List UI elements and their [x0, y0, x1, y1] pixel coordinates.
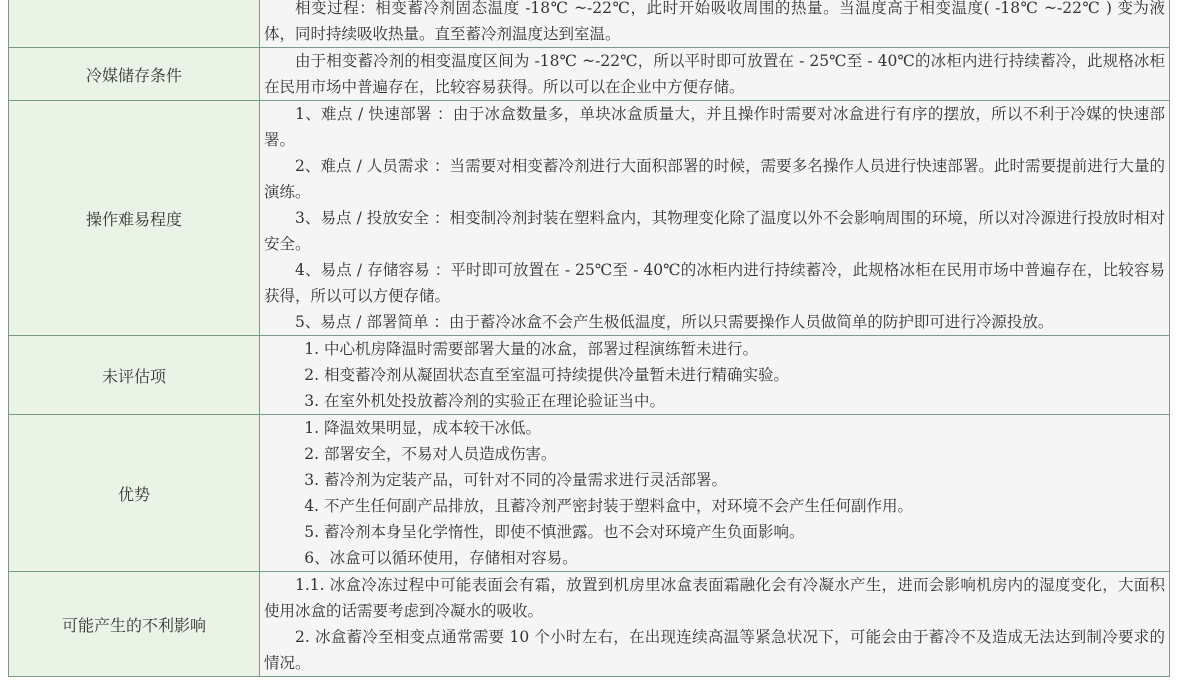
row-label: 优势 — [9, 415, 260, 572]
paragraph: 1、难点 / 快速部署 ：由于冰盒数量多，单块冰盒质量大，并且操作时需要对冰盒进行有序的摆放，所以不利于冷媒的快速部署。 — [264, 105, 1165, 149]
row-content — [260, 0, 1170, 48]
row-label: 冷媒储存条件 — [9, 48, 260, 101]
row-storage-conditions — [9, 48, 1170, 101]
list-item: 4. 不产生任何副产品排放，且蓄冷剂严密封装于塑料盒中，对环境不会产生任何副作用。 — [304, 497, 914, 515]
paragraph: 由于相变蓄冷剂的相变温度区间为 -18℃ ~-22℃，所以平时即可放置在 - 25℃至 - 40℃的冰柜内进行持续蓄冷，此规格冰柜在民用市场中普遍存在，比较容易获得。所以可以在企业中方便存储。 — [264, 52, 1165, 96]
row-content — [260, 572, 1170, 677]
paragraph: 2. 冰盒蓄冷至相变点通常需要 10 个小时左右，在出现连续高温等紧急状况下，可能会由于蓄冷不及造成无法达到制冷要求的情况。 — [264, 628, 1165, 672]
paragraph: 2、难点 / 人员需求 ：当需要对相变蓄冷剂进行大面积部署的时候，需要多名操作人员进行快速部署。此时需要提前进行大量的演练。 — [264, 157, 1165, 201]
row-content — [260, 415, 1170, 572]
paragraph: 相变过程：相变蓄冷剂固态温度 -18℃ ~-22℃，此时开始吸收周围的热量。当温度高于相变温度( -18℃ ~-22℃ ) 变为液体，同时持续吸收热量。直至蓄冷剂温度达到室温。 — [264, 0, 1165, 43]
spec-table — [8, 0, 1170, 677]
list-item: 6、冰盒可以循环使用，存储相对容易。 — [304, 549, 578, 567]
row-content — [260, 48, 1170, 101]
row-label: 操作难易程度 — [9, 101, 260, 336]
list-item: 2. 相变蓄冷剂从凝固状态直至室温可持续提供冷量暂未进行精确实验。 — [304, 366, 790, 384]
row-operation-difficulty — [9, 101, 1170, 336]
row-content — [260, 101, 1170, 336]
paragraph: 5、易点 / 部署简单 ：由于蓄冷冰盒不会产生极低温度，所以只需要操作人员做简单的防护即可进行冷源投放。 — [295, 313, 1054, 331]
row-phase-change-process — [9, 0, 1170, 48]
paragraph: 1.1. 冰盒冷冻过程中可能表面会有霜，放置到机房里冰盒表面霜融化会有冷凝水产生，进而会影响机房内的湿度变化，大面积使用冰盒的话需要考虑到冷凝水的吸收。 — [264, 576, 1165, 620]
row-adverse-effects — [9, 572, 1170, 677]
row-advantages — [9, 415, 1170, 572]
list-item: 3. 蓄冷剂为定装产品，可针对不同的冷量需求进行灵活部署。 — [304, 471, 728, 489]
row-label: 未评估项 — [9, 336, 260, 415]
list-item: 2. 部署安全，不易对人员造成伤害。 — [304, 445, 557, 463]
list-item: 3. 在室外机处投放蓄冷剂的实验正在理论验证当中。 — [304, 392, 666, 410]
list-item: 1. 降温效果明显，成本较干冰低。 — [304, 419, 542, 437]
row-label: 可能产生的不利影响 — [9, 572, 260, 677]
paragraph: 4、易点 / 存储容易 ：平时即可放置在 - 25℃至 - 40℃的冰柜内进行持续蓄冷，此规格冰柜在民用市场中普遍存在，比较容易获得，所以可以方便存储。 — [264, 261, 1165, 305]
row-unevaluated-items — [9, 336, 1170, 415]
paragraph: 3、易点 / 投放安全 ：相变制冷剂封装在塑料盒内，其物理变化除了温度以外不会影响周围的环境，所以对冷源进行投放时相对安全。 — [264, 209, 1165, 253]
list-item: 5. 蓄冷剂本身呈化学惰性，即使不慎泄露。也不会对环境产生负面影响。 — [304, 523, 805, 541]
list-item: 1. 中心机房降温时需要部署大量的冰盒，部署过程演练暂未进行。 — [304, 340, 759, 358]
row-content — [260, 336, 1170, 415]
row-label — [9, 0, 260, 48]
